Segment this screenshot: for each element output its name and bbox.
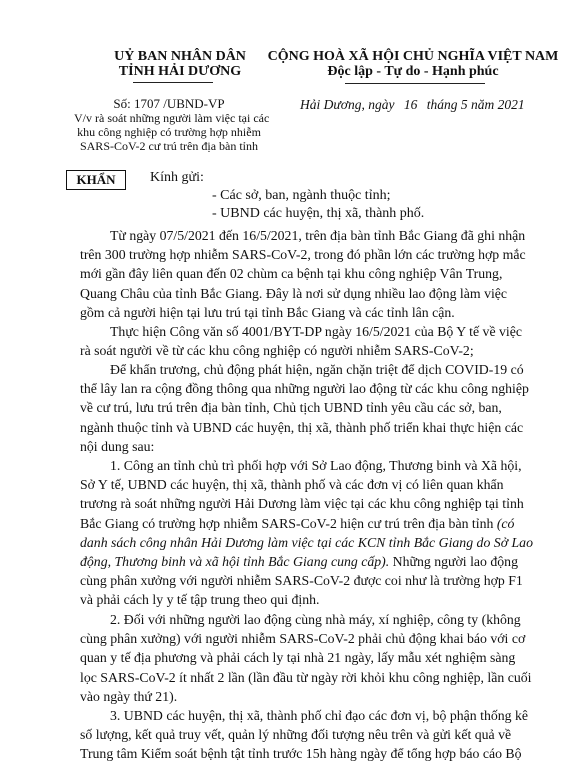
paragraph-section-1 (80, 456, 560, 610)
paragraph-line: Trung tâm Kiểm soát bệnh tật tỉnh trước 15h hàng ngày để tổng hợp báo cáo Bộ (80, 746, 522, 762)
paragraph-line: Quang Châu của tỉnh Bắc Giang. Đây là nơi sử dụng nhiều lao động làm việc (80, 285, 508, 301)
paragraph-line: nội dung sau: (80, 438, 155, 454)
paragraph-line: Thực hiện Công văn số 4001/BYT-DP ngày 16/5/2021 của Bộ Y tế về việc (110, 324, 522, 339)
urgent-stamp: KHẨN (66, 170, 126, 190)
paragraph-line: 3. UBND các huyện, thị xã, thành phố chỉ đạo các đơn vị, bộ phận thống kê (110, 708, 529, 723)
paragraph-line: Sở Y tế, UBND các huyện, thị xã, thành phố và các đơn vị có liên quan khẩn (80, 477, 504, 493)
date-month-year: tháng 5 năm 2021 (426, 97, 525, 112)
paragraph-line: vào ngày thứ 21). (80, 688, 178, 704)
paragraph-line: và phải cách ly y tế tập trung theo qui định. (80, 592, 320, 608)
paragraph-line: quan y tế địa phương và phải cách ly tại nhà 21 ngày, lấy mẫu xét nghiệm sàng (80, 650, 516, 666)
paragraph-line: số lượng, kết quả truy vết, quản lý những đối tượng nêu trên và gửi kết quả về (80, 727, 512, 743)
paragraph-line: gồm cả người hiện tại lưu trú tại tỉnh Bắc Giang và các tỉnh lân cận. (80, 304, 455, 320)
paragraph-line: cùng phân xưởng) với người nhiễm SARS-CoV-2 phải chủ động khai báo với cơ (80, 631, 526, 647)
paragraph-section-3 (80, 706, 560, 764)
paragraph-2 (80, 322, 560, 360)
paragraph-line (80, 552, 560, 571)
national-title: CỘNG HOÀ XÃ HỘI CHỦ NGHĨA VIỆT NAM (267, 49, 559, 64)
issuer-name-line2: TỈNH HẢI DƯƠNG (118, 64, 242, 79)
national-motto: Độc lập - Tự do - Hạnh phúc (327, 64, 499, 79)
paragraph-line: rà soát người về từ các khu công nghiệp có người nhiễm SARS-CoV-2; (80, 343, 474, 359)
paragraph-text: Những người lao động (392, 553, 518, 569)
paragraph-line: mới gần đây liên quan đến 02 chùm ca bệnh tại khu công nghiệp Vân Trung, (80, 266, 503, 282)
subject-line-1: V/v rà soát những người làm việc tại các (74, 111, 270, 125)
issuer-underline (133, 82, 213, 83)
paragraph-line (80, 514, 560, 533)
paragraph-line: trên 300 trường hợp nhiễm SARS-CoV-2, trong đó phần lớn các trường hợp mắc (80, 247, 526, 263)
paragraph-line: cùng phân xưởng với người nhiễm SARS-CoV-2 được coi như là trường hợp F1 (80, 573, 523, 589)
paragraph-line: trương rà soát những người Hải Dương làm việc tại các khu công nghiệp tại tỉnh (80, 496, 524, 512)
paragraph-1 (80, 226, 560, 322)
issuer-name-line1: UỶ BAN NHÂN DÂN (114, 49, 246, 64)
paragraph-3 (80, 360, 560, 456)
reference-block (74, 96, 270, 153)
paragraph-text: Bắc Giang có trường hợp nhiễm SARS-CoV-2 hiện cư trú trên địa bàn tỉnh (80, 515, 494, 531)
paragraph-line: 2. Đối với những người lao động cùng nhà máy, xí nghiệp, công ty (không (110, 612, 521, 627)
recipient-2: - UBND các huyện, thị xã, thành phố. (212, 206, 425, 221)
salutation: Kính gửi: (150, 170, 204, 185)
date-day: 16 (403, 97, 418, 112)
national-heading (258, 49, 568, 79)
italic-note-line: danh sách công nhân Hải Dương làm việc tại các KCN tỉnh Bắc Giang do Sở Lao (80, 534, 533, 550)
paragraph-line: ngành thuộc tỉnh và UBND các huyện, thị xã, thành phố triển khai thực hiện các (80, 419, 524, 435)
italic-note-start: (có (496, 515, 515, 531)
paragraph-section-2 (80, 610, 560, 706)
paragraph-line: về cư trú, lưu trú trên địa bàn tỉnh, Chủ tịch UBND tỉnh yêu cầu các sở, ban, (80, 400, 502, 416)
motto-underline (345, 83, 485, 84)
paragraph-line: thể lây lan ra cộng đồng thông qua những người lao động từ các khu công nghiệp (80, 381, 529, 397)
date-prefix: Hải Dương, ngày (300, 97, 395, 112)
paragraph-line: Từ ngày 07/5/2021 đến 16/5/2021, trên địa bàn tỉnh Bắc Giang đã ghi nhận (110, 228, 526, 243)
subject-line-2: khu công nghiệp có trường hợp nhiễm (77, 125, 261, 139)
issue-date (300, 97, 525, 113)
recipient-1: - Các sở, ban, ngành thuộc tỉnh; (212, 188, 391, 203)
paragraph-line: 1. Công an tỉnh chủ trì phối hợp với Sở Lao động, Thương binh và Xã hội, (110, 458, 522, 473)
italic-note-end: động, Thương binh và xã hội tỉnh Bắc Giang cung cấp). (80, 553, 390, 569)
paragraph-line: lọc SARS-CoV-2 ít nhất 2 lần (lần đầu từ ngày rời khỏi khu công nghiệp, lần cuối (80, 669, 532, 685)
reference-number: Số: 1707 /UBND-VP (113, 96, 225, 111)
subject-line-3: SARS-CoV-2 cư trú trên địa bàn tỉnh (79, 139, 259, 153)
paragraph-line: Để khẩn trương, chủ động phát hiện, ngăn chặn triệt để dịch COVID-19 có (110, 362, 524, 377)
